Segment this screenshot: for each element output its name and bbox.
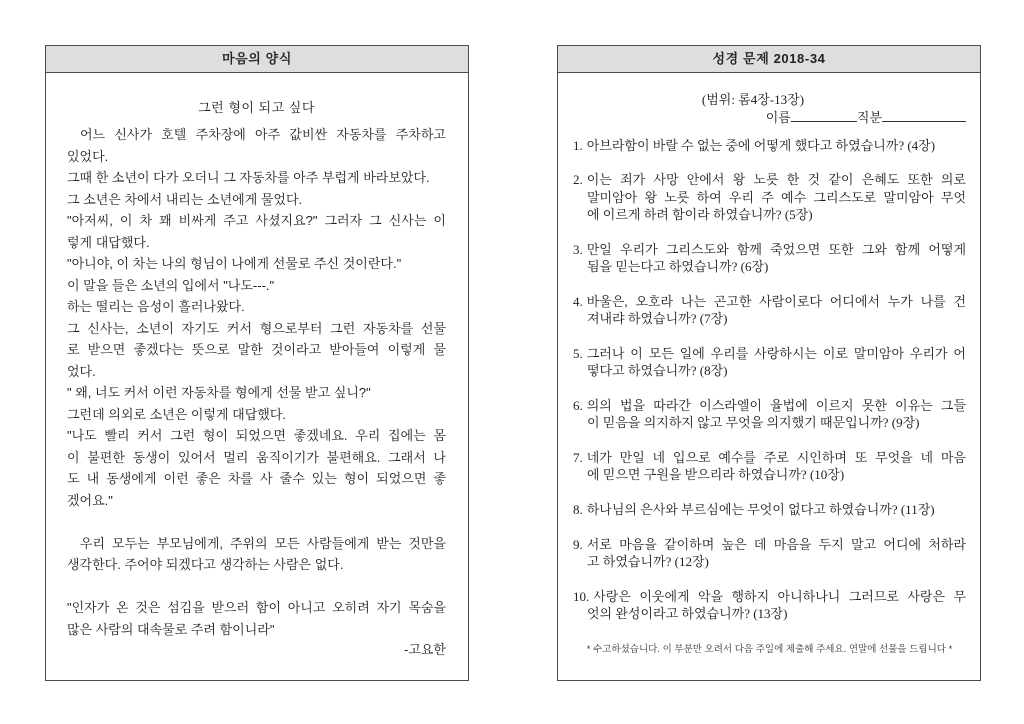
footer-note: * 수고하셨습니다. 이 부분만 오려서 다음 주일에 제출해 주세요. 연말에 선물을 드립니다 * [586, 643, 953, 655]
text-line: 생각한다. 주어야 되겠다고 생각하는 사람은 없다. [67, 557, 344, 572]
question-number: 3. [573, 241, 583, 257]
text-line: 그 소년은 차에서 내리는 소년에게 물었다. [67, 191, 303, 207]
question-text-line: 에 이르게 하려 함이라 하였습니까? (5장) [587, 206, 813, 222]
story-text [67, 124, 446, 511]
question-number: 8. [573, 502, 583, 518]
text-line: 로 받으면 좋겠다는 뜻으로 말한 것이라고 받아들여 이렇게 물 [67, 342, 446, 357]
name-label: 이름 [765, 110, 791, 125]
question-number: 4. [573, 293, 583, 309]
text-line: 겠어요." [67, 492, 113, 508]
quiz-question [573, 345, 966, 379]
text-line: " 왜, 너도 커서 이런 자동차를 형에게 선물 받고 싶니?" [67, 385, 371, 400]
essay-title: 그런 형이 되고 싶다 [198, 100, 315, 115]
text-line: "아니야, 이 차는 나의 형님이 나에게 선물로 주신 것이란다." [67, 256, 402, 271]
text-line: 많은 사람의 대속물로 주려 함이니라" [67, 621, 275, 637]
position-blank [882, 109, 966, 122]
quiz-question [573, 137, 966, 154]
question-number: 2. [573, 172, 583, 188]
question-number: 6. [573, 397, 583, 413]
quiz-question [573, 171, 966, 222]
panel-title: 마음의 양식 [221, 51, 292, 66]
author-signature: -고요한 [403, 642, 446, 657]
quiz-question [573, 241, 966, 275]
question-text-line: 에 믿으면 구원을 받으리라 하였습니까? (10장) [587, 467, 845, 483]
panel-header [558, 46, 980, 73]
text-line: 이 말을 들은 소년의 입에서 "나도---." [67, 277, 275, 293]
quiz-question [573, 397, 966, 431]
meditation-panel [45, 45, 469, 681]
question-text-line: 만일 우리가 그리스도와 함께 죽었으면 또한 그와 함께 어떻게 [586, 241, 966, 257]
question-text-line: 엇의 완성이라고 하였습니까? (13장) [587, 606, 788, 622]
question-first-line [573, 171, 966, 188]
question-text-line: 됨을 믿는다고 하였습니까? (6장) [587, 258, 769, 274]
question-first-line [573, 293, 966, 310]
quiz-question [573, 501, 966, 518]
question-number: 1. [573, 137, 583, 153]
quiz-question [573, 536, 966, 570]
text-line: "아저씨, 이 차 꽤 비싸게 주고 사셨지요?" 그러자 그 신사는 이 [67, 213, 446, 228]
panel-header [46, 46, 468, 73]
name-position-row [573, 109, 966, 127]
question-text-line: 고 하였습니까? (12장) [587, 554, 709, 570]
question-text-line: 네가 만일 네 입으로 예수를 주로 시인하며 또 무엇을 네 마음 [586, 449, 966, 465]
question-first-line [573, 397, 966, 414]
question-number: 10. [573, 589, 590, 605]
question-text-line: 서로 마음을 같이하며 높은 데 마음을 두지 말고 어디에 처하라 [586, 537, 966, 553]
question-first-line [573, 588, 966, 605]
essay [46, 97, 468, 659]
paragraph-spacer [67, 511, 446, 533]
question-first-line [573, 241, 966, 258]
bible-quiz-panel [557, 45, 981, 681]
quiz-question [573, 588, 966, 622]
scripture-quote [67, 597, 446, 640]
question-text-line: 아브라함이 바랄 수 없는 중에 어떻게 했다고 하였습니까? (4장) [586, 137, 936, 153]
question-text-line: 바울은, 오호라 나는 곤고한 사람이로다 어디에서 누가 나를 건 [586, 293, 966, 309]
question-number: 7. [573, 449, 583, 465]
text-line: 그런데 의외로 소년은 이렇게 대답했다. [67, 406, 286, 422]
text-line: 이 불편한 동생이 있어서 멀리 움직이기가 불편해요. 그래서 나 [67, 449, 446, 465]
question-list [573, 137, 966, 623]
panel-title: 성경 문제 2018-34 [712, 51, 826, 66]
text-line: 우리 모두는 부모님에게, 주위의 모든 사람들에게 받는 것만을 [80, 535, 446, 551]
question-first-line [573, 536, 966, 553]
quiz-question [573, 293, 966, 327]
text-line: "인자가 온 것은 섬김을 받으러 함이 아니고 오히려 자기 목숨을 [67, 600, 446, 615]
quiz-question [573, 449, 966, 483]
text-line: 그 신사는, 소년이 자기도 커서 형으로부터 그런 자동차를 선물 [67, 320, 446, 336]
question-number: 9. [573, 537, 583, 553]
text-line: 그때 한 소년이 다가 오더니 그 자동차를 아주 부럽게 바라보았다. [67, 170, 430, 185]
question-number: 5. [573, 345, 583, 361]
text-line: 하는 떨리는 음성이 흘러나왔다. [67, 299, 245, 314]
text-line: 있었다. [67, 148, 109, 164]
question-first-line [573, 137, 966, 154]
question-first-line [573, 449, 966, 466]
question-first-line [573, 501, 966, 518]
quiz-body [558, 91, 980, 657]
text-line: 었다. [67, 363, 96, 379]
name-blank [791, 109, 857, 122]
text-line: 렇게 대답했다. [67, 234, 150, 250]
question-text-line: 사랑은 이웃에게 악을 행하지 아니하나니 그러므로 사랑은 무 [593, 589, 966, 605]
quiz-range: (범위: 롬4장-13장) [701, 92, 805, 107]
question-text-line: 의의 법을 따라간 이스라엘이 율법에 이르지 못한 이유는 그들 [586, 397, 966, 413]
paragraph-spacer [67, 576, 446, 598]
text-line: 어느 신사가 호텔 주차장에 아주 값비싼 자동차를 주차하고 [80, 127, 446, 142]
question-text-line: 이는 죄가 사망 안에서 왕 노릇 한 것 같이 은혜도 또한 의로 [586, 172, 966, 188]
text-line: "나도 빨리 커서 그런 형이 되었으면 좋겠네요. 우리 집에는 몸 [67, 428, 446, 443]
position-label: 직분 [856, 110, 882, 125]
question-first-line [573, 345, 966, 362]
question-text-line: 말미암아 왕 노릇 하여 우리 주 예수 그리스도로 말미암아 무엇 [587, 189, 966, 205]
text-line: 도 내 동생에게 이런 좋은 차를 사 줄수 있는 형이 되었으면 좋 [67, 471, 446, 486]
question-text-line: 떻다고 하였습니까? (8장) [587, 362, 728, 378]
reflection-text [67, 533, 446, 576]
question-text-line: 하나님의 은사와 부르심에는 무엇이 없다고 하였습니까? (11장) [586, 502, 935, 518]
question-text-line: 이 믿음을 의지하지 않고 무엇을 의지했기 때문입니까? (9장) [587, 414, 920, 430]
question-text-line: 그러나 이 모든 일에 우리를 사랑하시는 이로 말미암아 우리가 어 [586, 345, 966, 361]
question-text-line: 져내랴 하였습니까? (7장) [587, 310, 728, 326]
